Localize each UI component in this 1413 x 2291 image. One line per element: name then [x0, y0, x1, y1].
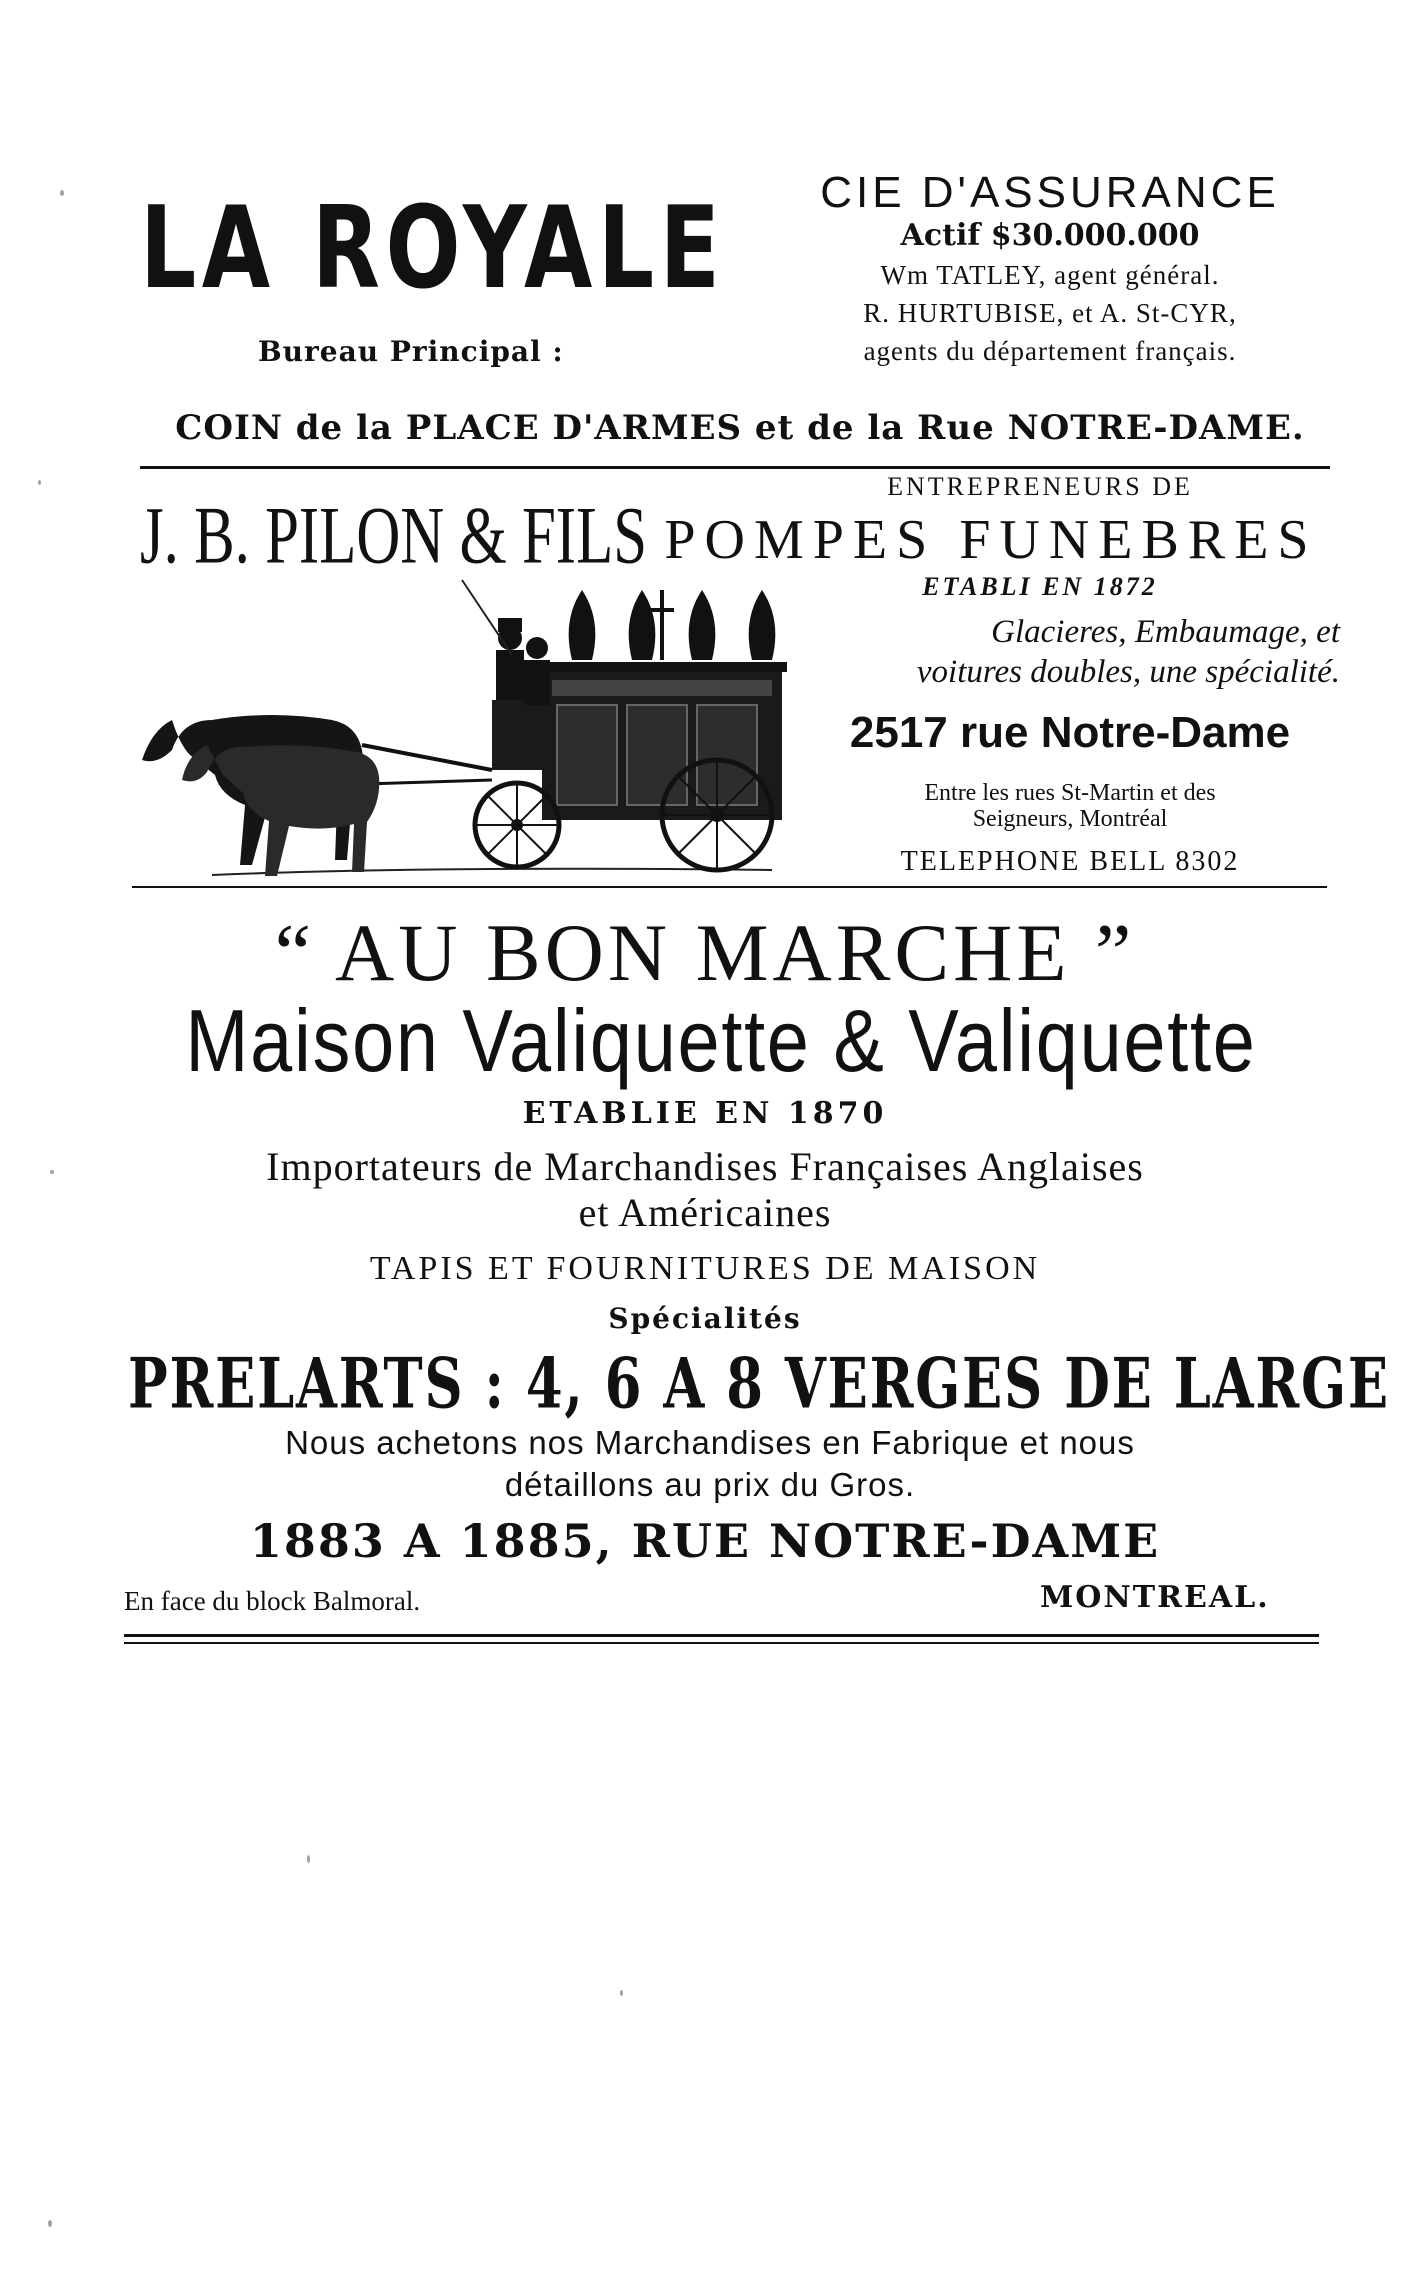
assets-line: Actif $30.000.000: [900, 218, 1200, 253]
pilon-title: J. B. PILON & FILS: [140, 489, 648, 581]
general-agent-line: Wm TATLEY, agent général.: [880, 260, 1220, 290]
la-royale-title: LA ROYALE: [140, 182, 726, 315]
scan-speck: [307, 1855, 310, 1863]
scan-speck: [48, 2220, 52, 2227]
bureau-principal-label: Bureau Principal :: [258, 335, 564, 368]
company-name: CIE D'ASSURANCE: [820, 168, 1280, 217]
etablie-line: ETABLIE EN 1870: [522, 1096, 888, 1131]
etabli-line: ETABLI EN 1872: [922, 572, 1158, 601]
prelarts-heading: PRELARTS : 4, 6 A 8 VERGES DE LARGE: [128, 1344, 1390, 1425]
tapis-line: TAPIS ET FOURNITURES DE MAISON: [369, 1250, 1041, 1287]
telephone-line: TELEPHONE BELL 8302: [900, 846, 1240, 877]
purchasing-statement: [160, 1422, 1260, 1506]
agents-line-1: R. HURTUBISE, et A. St-CYR,: [863, 298, 1237, 328]
specialty-line-2: voitures doubles, une spécialité.: [916, 654, 1340, 690]
divider-rule: [132, 886, 1327, 888]
balmoral-note: En face du block Balmoral.: [124, 1586, 421, 1616]
pompes-funebres-heading: POMPES FUNEBRES: [664, 509, 1318, 571]
agents-line-2: agents du département français.: [863, 336, 1237, 366]
bon-marche-address: 1883 A 1885, RUE NOTRE-DAME: [249, 1514, 1161, 1568]
specialites-label: Spécialités: [608, 1302, 802, 1335]
scan-speck: [50, 1170, 54, 1174]
divider-rule: [124, 1642, 1319, 1644]
insurance-details: [750, 170, 1350, 370]
scan-speck: [38, 480, 41, 485]
importers-text: [100, 1144, 1310, 1236]
city-label: MONTREAL.: [1040, 1580, 1270, 1615]
between-line-2: Seigneurs, Montréal: [972, 806, 1168, 832]
importers-line-2: et Américaines: [578, 1190, 832, 1235]
divider-rule: [140, 466, 1330, 469]
divider-rule: [124, 1634, 1319, 1637]
scan-speck: [60, 190, 64, 196]
horse-drawn-hearse-icon: [132, 570, 792, 890]
specialty-line-1: Glacieres, Embaumage, et: [991, 614, 1340, 650]
between-streets: [820, 780, 1320, 832]
pilon-street-address: 2517 rue Notre-Dame: [849, 708, 1291, 757]
scan-speck: [620, 1990, 623, 1996]
entrepreneurs-label: ENTREPRENEURS DE: [887, 472, 1193, 501]
bon-marche-title: “ AU BON MARCHE ”: [274, 907, 1136, 998]
la-royale-address: COIN de la PLACE D'ARMES et de la Rue NOTRE-DAME.: [175, 408, 1305, 448]
nous-line-1: Nous achetons nos Marchandises en Fabrique et nous: [285, 1424, 1135, 1461]
importers-line-1: Importateurs de Marchandises Françaises Anglaises: [266, 1144, 1144, 1189]
maison-valiquette-heading: Maison Valiquette & Valiquette: [185, 991, 1257, 1090]
between-line-1: Entre les rues St-Martin et des: [924, 780, 1216, 806]
specialty-text: [780, 612, 1340, 692]
nous-line-2: détaillons au prix du Gros.: [504, 1466, 916, 1503]
